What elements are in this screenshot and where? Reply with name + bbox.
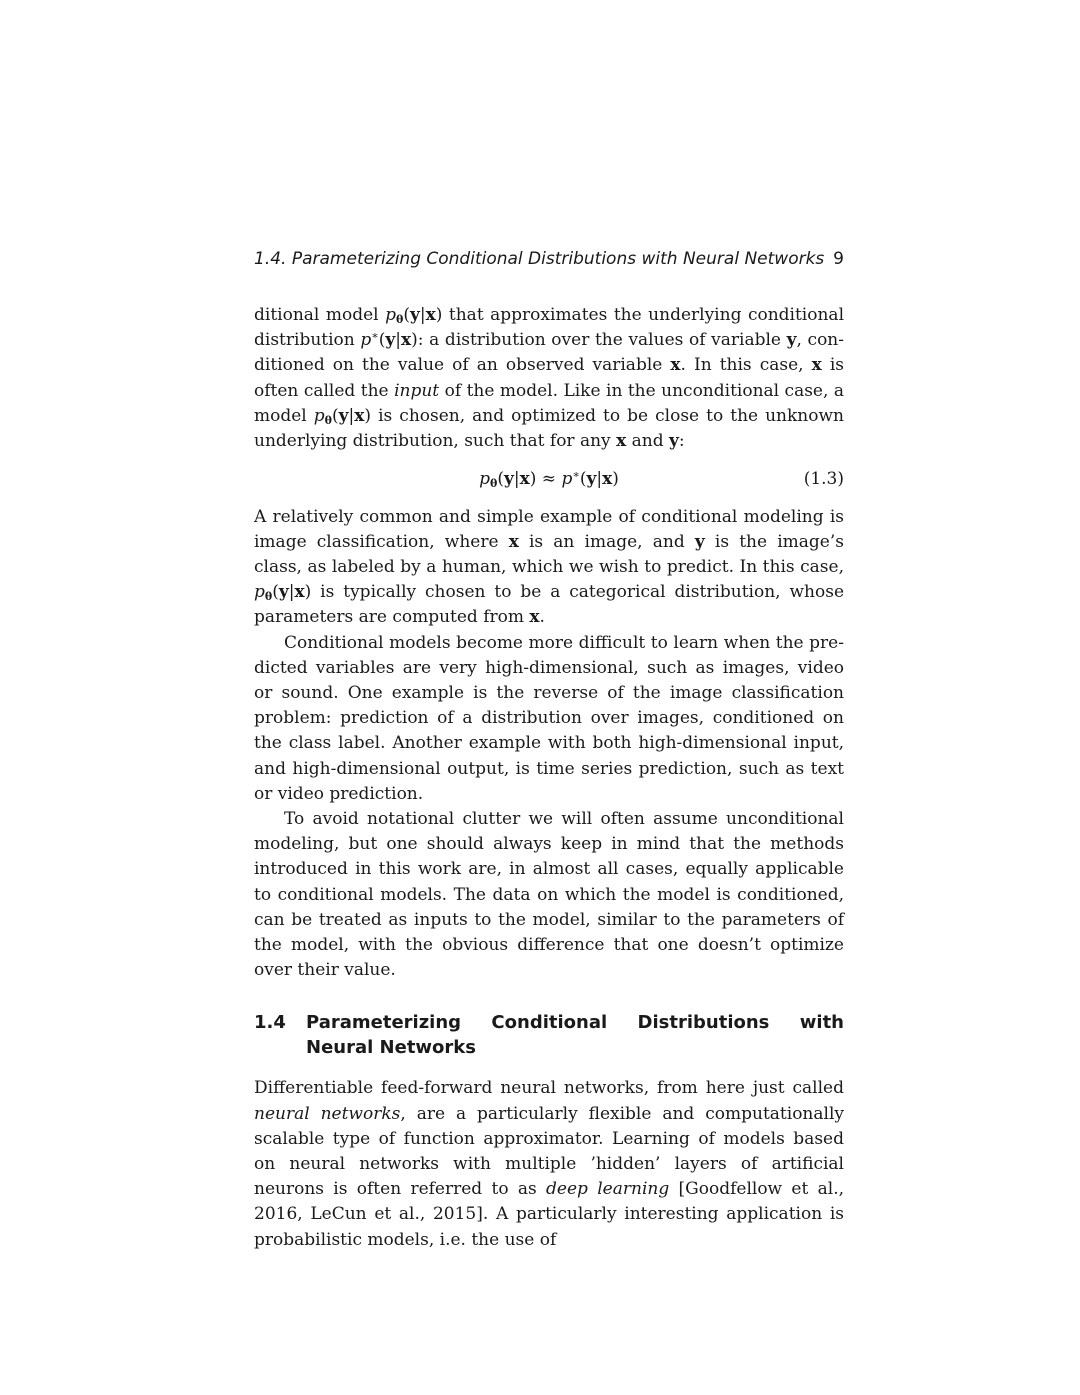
body-text (254, 303, 844, 1253)
emphasis: deep learning (546, 1179, 670, 1200)
equation-number: (1.3) (803, 468, 844, 489)
running-head (254, 246, 844, 272)
emphasis: input (394, 380, 440, 401)
text-run: A relatively common and simple example of conditional modeling is image classification, where (254, 506, 844, 552)
text-run: of the model. Like in the unconditional case, a model (254, 380, 844, 426)
text-run: is typically chosen to be a categorical distribution, whose parameters are computed from (254, 582, 844, 628)
running-head-title: 1.4. Parameterizing Conditional Distributions with Neural Networks (254, 249, 825, 269)
text-run: is chosen, and optimized to be close to the unknown underlying distribution, such that for any (254, 405, 844, 452)
equation (254, 467, 844, 492)
paragraph: Conditional models become more difficult to learn when the predicted variables are very high-dimensional, such as images, video or sound. One example is the reverse of the image classification problem: prediction of a distribution over images, conditioned on the class label. Another example with both high-dimensional input, and high-dimensional output, is time series prediction, such as text or video prediction. (254, 632, 844, 804)
text-run: [Goodfellow et al., 2016, LeCun et al., 2015]. A particularly interesting application is probabilistic models, i.e. the use of (254, 1179, 844, 1250)
paragraph: ditional model $p_\theta(y|x)$ that approximates the underlying conditional distribution p∗(y|x): a distribution over the values of variable y, conditioned on the value of an observed variable x. In this case, x is often called the input of the model. Like in the unconditional case, a model $p_\theta(y|x)$ is chosen, and optimized to be close to the unknown underlying distribution, such that for any x and y: (254, 305, 845, 452)
page-number: 9 (833, 249, 844, 269)
text-run: , are a particularly flexible and computationally scalable type of function approximator. Learning of models based on neural networks with multiple ’hidden’ layers of artificial neurons is often referred to as (254, 1103, 844, 1200)
text-run: and (626, 431, 669, 452)
text-run: is an image, and (518, 531, 695, 552)
text-run: that approximates the underlying conditional distribution (254, 305, 845, 351)
section-number: 1.4 (254, 1012, 286, 1034)
paragraph: A relatively common and simple example of conditional modeling is image classification, where x is an image, and y is the image’s class, as labeled by a human, which we wish to predict. In this case, $p_\theta(y|x)$ is typically chosen to be a categorical distribution, whose parameters are computed from x. (254, 506, 844, 628)
text-run: : (678, 431, 685, 452)
emphasis: neural networks (254, 1103, 401, 1124)
text-run: , conditioned on the value of an observed variable (254, 330, 844, 376)
paragraph (254, 1076, 844, 1252)
text-run: is often called the (254, 355, 844, 401)
section-heading (254, 1011, 844, 1060)
text-run: is the image’s class, as labeled by a human, which we wish to predict. In this case, (254, 531, 844, 577)
text-run: . (539, 607, 545, 628)
text-run: . In this case, (680, 355, 812, 376)
text-run: : a distribution over the values of variable (417, 330, 787, 351)
equation-expression: $p_\theta(y|x) \approx p^∗(y|x)$ (479, 467, 619, 490)
paragraph: To avoid notational clutter we will often assume unconditional modeling, but one should always keep in mind that the methods introduced in this work are, in almost all cases, equally applicable to conditional models. The data on which the model is conditioned, can be treated as inputs to the model, similar to the parameters of the model, with the obvious difference that one doesn’t optimize over their value. (254, 809, 844, 981)
text-run: ditional model (254, 305, 386, 325)
text-run: Differentiable feed-forward neural networks, from here just called (254, 1078, 844, 1099)
section-title: Parameterizing Conditional Distributions with Neural Networks (306, 1012, 844, 1058)
